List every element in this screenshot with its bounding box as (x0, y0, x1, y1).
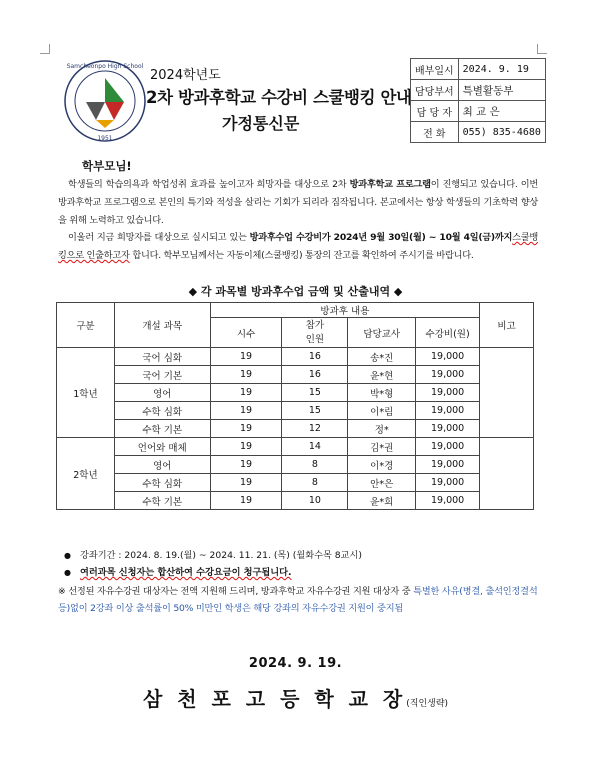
people-cell: 15 (282, 402, 348, 420)
hours-cell: 19 (210, 492, 282, 510)
teacher-cell: 윤*희 (348, 492, 416, 510)
voucher-note (58, 583, 538, 617)
grade-cell-2: 2학년 (57, 438, 115, 510)
teacher-cell: 윤*현 (348, 366, 416, 384)
voucher-note-highlight: 특별한 사유(병결, 출석인정결석 등)없이 2강좌 이상 출석률이 50% 미만인 학생은 해당 강좌의 자유수강권 지원이 중지됨 (58, 586, 538, 614)
hours-cell: 19 (210, 384, 282, 402)
school-logo-icon (62, 58, 148, 144)
info-key-date: 배부일시 (411, 59, 459, 80)
svg-text:Samcheonpo High School: Samcheonpo High School (66, 63, 144, 70)
th-group: 방과후 내용 (210, 303, 479, 318)
intro-paragraph (58, 176, 538, 230)
teacher-cell: 김*권 (348, 438, 416, 456)
course-cell: 수학 심화 (114, 474, 210, 492)
bullet-item (58, 564, 538, 581)
teacher-cell: 정* (348, 420, 416, 438)
payment-paragraph (58, 229, 538, 265)
notice-title: 2차 방과후학교 수강비 스쿨뱅킹 안내 (146, 88, 412, 107)
teacher-cell: 박*형 (348, 384, 416, 402)
course-cell: 언어와 매체 (114, 438, 210, 456)
multi-course-notice: 여러과목 신청자는 합산하여 수강요금이 청구됩니다. (80, 567, 292, 578)
hours-cell: 19 (210, 438, 282, 456)
th-teacher: 담당교사 (348, 318, 416, 348)
fee-table (56, 302, 534, 510)
bullet-list (58, 547, 538, 581)
teacher-cell: 송*진 (348, 348, 416, 366)
fee-cell: 19,000 (416, 348, 480, 366)
course-cell: 수학 기본 (114, 420, 210, 438)
seal-note: (직인생략) (406, 699, 449, 709)
hours-cell: 19 (210, 420, 282, 438)
fee-cell: 19,000 (416, 438, 480, 456)
notice-info-table (410, 58, 546, 143)
fee-cell: 19,000 (416, 420, 480, 438)
svg-text:1951: 1951 (97, 135, 113, 142)
issue-date: 2024. 9. 19. (248, 656, 343, 671)
course-cell: 국어 심화 (114, 348, 210, 366)
fee-cell: 19,000 (416, 456, 480, 474)
intro-text-2: 이 진행되고 있습니다. 이번 방과후학교 프로그램으로 본인의 특기와 적성을 살리는 기회가 되리라 짐작됩니다. 본교에서는 항상 학생들의 기초학력 향상을 위해 노력하고 있습니다. (58, 179, 538, 226)
course-cell: 영어 (114, 384, 210, 402)
bullet-item (58, 547, 538, 564)
teacher-cell: 안*은 (348, 474, 416, 492)
people-cell: 8 (282, 474, 348, 492)
course-cell: 영어 (114, 456, 210, 474)
info-value-phone: 055) 835-4680 (458, 122, 545, 143)
bullet-dot-icon: ● (64, 551, 71, 560)
page-corner-mark (40, 44, 50, 54)
people-cell: 15 (282, 384, 348, 402)
th-grade: 구분 (57, 303, 115, 348)
fee-cell: 19,000 (416, 366, 480, 384)
page-corner-mark (537, 44, 547, 54)
hours-cell: 19 (210, 474, 282, 492)
course-cell: 국어 기본 (114, 366, 210, 384)
bullet-dot-icon: ● (64, 568, 71, 577)
th-note: 비고 (480, 303, 534, 348)
people-cell: 16 (282, 348, 348, 366)
people-cell: 8 (282, 456, 348, 474)
payment-text-1: 이울러 지금 희망자를 대상으로 실시되고 있는 (68, 232, 250, 243)
people-cell: 12 (282, 420, 348, 438)
course-cell: 수학 기본 (114, 492, 210, 510)
intro-text-1: 학생들의 학습의욕과 학업성취 효과를 높이고자 희망자를 대상으로 2차 (68, 179, 350, 190)
payment-text-underlined: 스쿨뱅킹으로 인출하고자 (58, 232, 539, 261)
hours-cell: 19 (210, 402, 282, 420)
section-title: ◆ 각 과목별 방과후수업 금액 및 산출내역 ◆ (188, 285, 403, 298)
info-key-manager: 담 당 자 (411, 101, 459, 122)
payment-text-bold: 방과후수업 수강비가 2024년 9월 30일(월) ~ 10월 4일(금)까지 (249, 232, 513, 243)
fee-cell: 19,000 (416, 474, 480, 492)
info-value-date: 2024. 9. 19 (458, 59, 545, 80)
hours-cell: 19 (210, 456, 282, 474)
hours-cell: 19 (210, 348, 282, 366)
teacher-cell: 이*림 (348, 402, 416, 420)
info-value-manager: 최 교 은 (458, 101, 545, 122)
info-key-department: 담당부서 (411, 80, 459, 101)
intro-text-bold: 방과후학교 프로그램 (349, 179, 431, 190)
fee-cell: 19,000 (416, 492, 480, 510)
hours-cell: 19 (210, 366, 282, 384)
notice-header (62, 58, 541, 146)
th-hours: 시수 (210, 318, 282, 348)
course-period: 강좌기간 : 2024. 8. 19.(월) ~ 2024. 11. 21. (목) (월화수목 8교시) (80, 550, 362, 561)
fee-cell: 19,000 (416, 402, 480, 420)
fee-cell: 19,000 (416, 384, 480, 402)
greeting: 학부모님! (82, 159, 132, 173)
note-cell-2 (480, 438, 534, 510)
th-fee: 수강비(원) (416, 318, 480, 348)
school-year: 2024학년도 (150, 68, 221, 83)
principal-signature (0, 683, 591, 712)
grade-cell-1: 1학년 (57, 348, 115, 438)
th-course: 개설 과목 (114, 303, 210, 348)
note-cell-1 (480, 348, 534, 438)
course-cell: 수학 심화 (114, 402, 210, 420)
people-cell: 16 (282, 366, 348, 384)
people-cell: 10 (282, 492, 348, 510)
principal-name: 삼 천 포 고 등 학 교 장 (142, 687, 407, 711)
notice-subtitle: 가정통신문 (222, 114, 300, 133)
info-value-department: 특별활동부 (458, 80, 545, 101)
th-participants: 참가 인원 (282, 318, 348, 348)
voucher-note-text: ※ 선정된 자유수강권 대상자는 전액 지원해 드리며, 방과후학교 자유수강권 지원 대상자 중 (58, 586, 414, 597)
people-cell: 14 (282, 438, 348, 456)
payment-text-2: 합니다. 학부모님께서는 자동이체(스쿨뱅킹) 통장의 잔고를 확인하여 주시기를 바랍니다. (129, 250, 474, 261)
info-key-phone: 전 화 (411, 122, 459, 143)
teacher-cell: 이*경 (348, 456, 416, 474)
